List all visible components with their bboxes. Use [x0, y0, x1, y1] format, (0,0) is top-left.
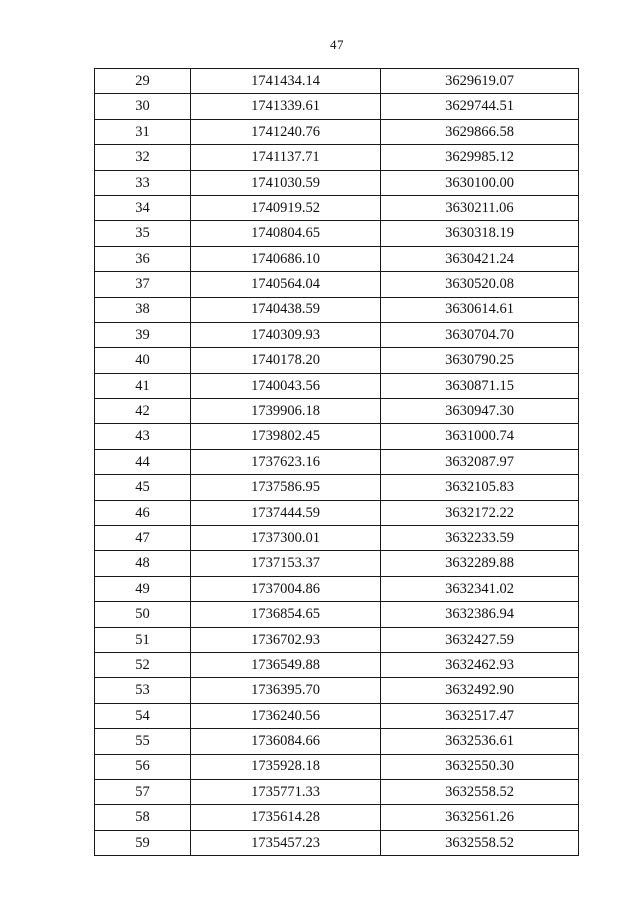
y-coordinate-cell: 3630100.00: [381, 170, 579, 195]
x-coordinate-cell: 1740804.65: [191, 221, 381, 246]
x-coordinate-cell: 1740309.93: [191, 322, 381, 347]
page-number: 47: [330, 37, 344, 52]
x-coordinate-cell: 1741137.71: [191, 145, 381, 170]
y-coordinate-cell: 3632105.83: [381, 475, 579, 500]
point-number-cell: 56: [95, 754, 191, 779]
table-row: [95, 322, 579, 347]
table-row: [95, 272, 579, 297]
point-number-cell: 33: [95, 170, 191, 195]
x-coordinate-cell: 1741030.59: [191, 170, 381, 195]
point-number-cell: 34: [95, 195, 191, 220]
x-coordinate-cell: 1741339.61: [191, 94, 381, 119]
y-coordinate-cell: 3632289.88: [381, 551, 579, 576]
x-coordinate-cell: 1737004.86: [191, 576, 381, 601]
x-coordinate-cell: 1736084.66: [191, 729, 381, 754]
table-row: [95, 424, 579, 449]
y-coordinate-cell: 3630704.70: [381, 322, 579, 347]
y-coordinate-cell: 3632386.94: [381, 602, 579, 627]
x-coordinate-cell: 1735771.33: [191, 779, 381, 804]
table-row: [95, 627, 579, 652]
x-coordinate-cell: 1735928.18: [191, 754, 381, 779]
x-coordinate-cell: 1735457.23: [191, 830, 381, 855]
y-coordinate-cell: 3632558.52: [381, 830, 579, 855]
table-row: [95, 221, 579, 246]
point-number-cell: 49: [95, 576, 191, 601]
y-coordinate-cell: 3632536.61: [381, 729, 579, 754]
point-number-cell: 40: [95, 348, 191, 373]
point-number-cell: 47: [95, 526, 191, 551]
x-coordinate-cell: 1737300.01: [191, 526, 381, 551]
y-coordinate-cell: 3632550.30: [381, 754, 579, 779]
x-coordinate-cell: 1736240.56: [191, 703, 381, 728]
point-number-cell: 50: [95, 602, 191, 627]
point-number-cell: 36: [95, 246, 191, 271]
y-coordinate-cell: 3630871.15: [381, 373, 579, 398]
y-coordinate-cell: 3630947.30: [381, 399, 579, 424]
y-coordinate-cell: 3630520.08: [381, 272, 579, 297]
y-coordinate-cell: 3629744.51: [381, 94, 579, 119]
table-row: [95, 551, 579, 576]
point-number-cell: 52: [95, 652, 191, 677]
point-number-cell: 29: [95, 69, 191, 94]
x-coordinate-cell: 1740178.20: [191, 348, 381, 373]
point-number-cell: 48: [95, 551, 191, 576]
x-coordinate-cell: 1737623.16: [191, 449, 381, 474]
point-number-cell: 51: [95, 627, 191, 652]
point-number-cell: 31: [95, 119, 191, 144]
y-coordinate-cell: 3632427.59: [381, 627, 579, 652]
x-coordinate-cell: 1741434.14: [191, 69, 381, 94]
point-number-cell: 30: [95, 94, 191, 119]
coordinate-table: [94, 68, 579, 856]
point-number-cell: 59: [95, 830, 191, 855]
table-row: [95, 373, 579, 398]
y-coordinate-cell: 3629619.07: [381, 69, 579, 94]
x-coordinate-cell: 1740043.56: [191, 373, 381, 398]
x-coordinate-cell: 1741240.76: [191, 119, 381, 144]
coordinate-table-body: [95, 69, 579, 856]
point-number-cell: 44: [95, 449, 191, 474]
x-coordinate-cell: 1736702.93: [191, 627, 381, 652]
y-coordinate-cell: 3631000.74: [381, 424, 579, 449]
x-coordinate-cell: 1737444.59: [191, 500, 381, 525]
x-coordinate-cell: 1737586.95: [191, 475, 381, 500]
table-row: [95, 703, 579, 728]
y-coordinate-cell: 3632561.26: [381, 805, 579, 830]
point-number-cell: 37: [95, 272, 191, 297]
table-row: [95, 145, 579, 170]
x-coordinate-cell: 1736854.65: [191, 602, 381, 627]
x-coordinate-cell: 1736395.70: [191, 678, 381, 703]
table-row: [95, 449, 579, 474]
y-coordinate-cell: 3632341.02: [381, 576, 579, 601]
table-row: [95, 729, 579, 754]
y-coordinate-cell: 3630421.24: [381, 246, 579, 271]
y-coordinate-cell: 3632462.93: [381, 652, 579, 677]
point-number-cell: 32: [95, 145, 191, 170]
x-coordinate-cell: 1740438.59: [191, 297, 381, 322]
point-number-cell: 41: [95, 373, 191, 398]
table-row: [95, 399, 579, 424]
y-coordinate-cell: 3629866.58: [381, 119, 579, 144]
table-row: [95, 297, 579, 322]
x-coordinate-cell: 1740686.10: [191, 246, 381, 271]
y-coordinate-cell: 3632087.97: [381, 449, 579, 474]
y-coordinate-cell: 3632233.59: [381, 526, 579, 551]
table-row: [95, 576, 579, 601]
y-coordinate-cell: 3630790.25: [381, 348, 579, 373]
table-row: [95, 500, 579, 525]
point-number-cell: 58: [95, 805, 191, 830]
table-row: [95, 805, 579, 830]
point-number-cell: 38: [95, 297, 191, 322]
table-row: [95, 170, 579, 195]
point-number-cell: 54: [95, 703, 191, 728]
x-coordinate-cell: 1736549.88: [191, 652, 381, 677]
x-coordinate-cell: 1735614.28: [191, 805, 381, 830]
y-coordinate-cell: 3630614.61: [381, 297, 579, 322]
point-number-cell: 35: [95, 221, 191, 246]
table-row: [95, 475, 579, 500]
x-coordinate-cell: 1739906.18: [191, 399, 381, 424]
point-number-cell: 43: [95, 424, 191, 449]
point-number-cell: 42: [95, 399, 191, 424]
table-row: [95, 348, 579, 373]
y-coordinate-cell: 3632492.90: [381, 678, 579, 703]
table-row: [95, 652, 579, 677]
table-row: [95, 779, 579, 804]
table-row: [95, 69, 579, 94]
x-coordinate-cell: 1737153.37: [191, 551, 381, 576]
point-number-cell: 55: [95, 729, 191, 754]
table-row: [95, 602, 579, 627]
y-coordinate-cell: 3630211.06: [381, 195, 579, 220]
table-row: [95, 246, 579, 271]
point-number-cell: 53: [95, 678, 191, 703]
table-row: [95, 119, 579, 144]
x-coordinate-cell: 1740919.52: [191, 195, 381, 220]
point-number-cell: 39: [95, 322, 191, 347]
table-row: [95, 830, 579, 855]
y-coordinate-cell: 3629985.12: [381, 145, 579, 170]
point-number-cell: 45: [95, 475, 191, 500]
table-row: [95, 678, 579, 703]
point-number-cell: 57: [95, 779, 191, 804]
point-number-cell: 46: [95, 500, 191, 525]
y-coordinate-cell: 3632517.47: [381, 703, 579, 728]
x-coordinate-cell: 1739802.45: [191, 424, 381, 449]
table-row: [95, 195, 579, 220]
y-coordinate-cell: 3632558.52: [381, 779, 579, 804]
table-row: [95, 526, 579, 551]
x-coordinate-cell: 1740564.04: [191, 272, 381, 297]
table-row: [95, 754, 579, 779]
y-coordinate-cell: 3632172.22: [381, 500, 579, 525]
table-row: [95, 94, 579, 119]
y-coordinate-cell: 3630318.19: [381, 221, 579, 246]
